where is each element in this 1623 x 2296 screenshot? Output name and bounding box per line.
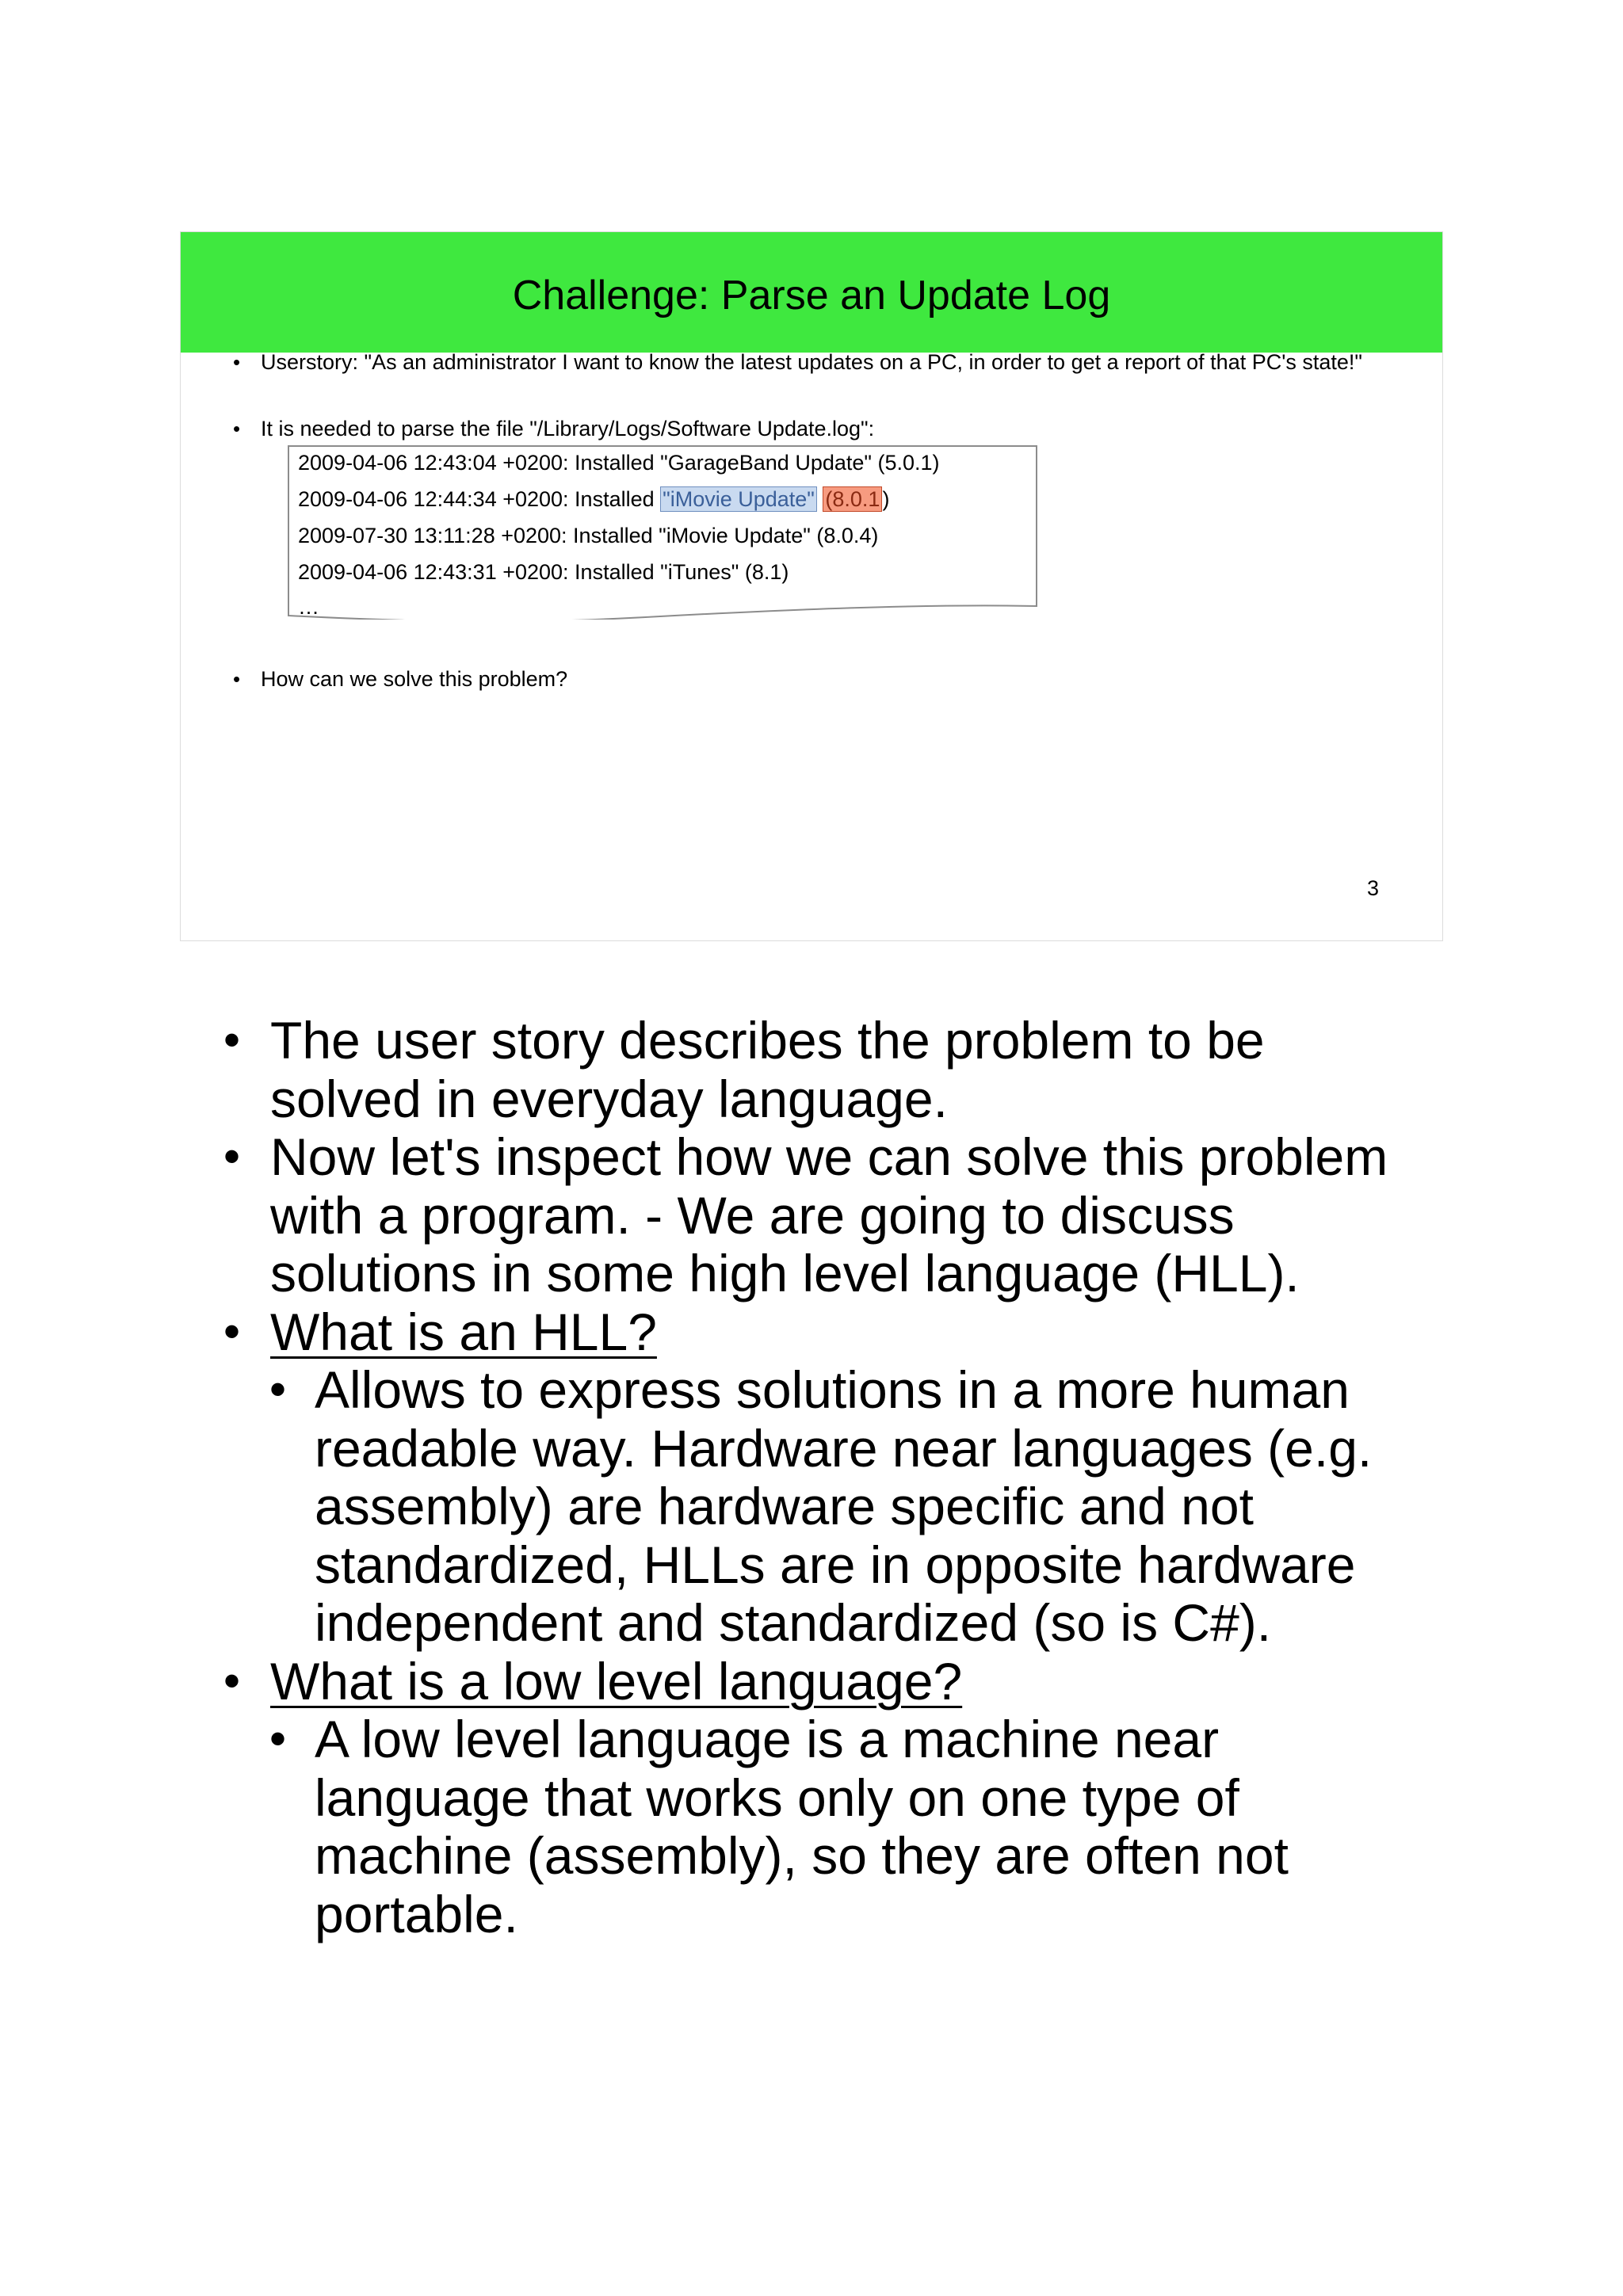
note-line: Now let's inspect how we can solve this problem <box>270 1127 1388 1186</box>
note-line: assembly) are hardware specific and not <box>315 1477 1254 1535</box>
bullet-dot: • <box>269 1363 287 1416</box>
note-line: standardized, HLLs are in opposite hardware <box>315 1535 1356 1594</box>
note-line: independent and standardized (so is C#). <box>315 1593 1272 1652</box>
log-line-3: 2009-07-30 13:11:28 +0200: Installed "iMovie Update" (8.0.4) <box>298 524 879 547</box>
note-line: solutions in some high level language (HLL). <box>270 1244 1300 1302</box>
log-ellipsis: … <box>298 595 319 619</box>
slide-thumbnail <box>180 231 1443 941</box>
bullet-dot: • <box>223 1130 241 1183</box>
bullet-dot: • <box>269 1712 287 1765</box>
bullet-dot: • <box>233 417 241 441</box>
slide-title: Challenge: Parse an Update Log <box>512 273 1111 318</box>
note-line: readable way. Hardware near languages (e.g. <box>315 1419 1373 1478</box>
low-level-heading: What is a low level language? <box>270 1652 963 1711</box>
bullet-dot: • <box>223 1654 241 1707</box>
note-line: Allows to express solutions in a more human <box>315 1360 1350 1419</box>
userstory-bullet: Userstory: "As an administrator I want to know the latest updates on a PC, in order to get a report of that PC's state!" <box>261 350 1362 374</box>
note-line: A low level language is a machine near <box>315 1710 1220 1768</box>
log-line-1: 2009-04-06 12:43:04 +0200: Installed "GarageBand Update" (5.0.1) <box>298 451 940 475</box>
bullet-dot: • <box>233 350 241 374</box>
hll-heading: What is an HLL? <box>270 1302 657 1361</box>
bullet-dot: • <box>223 1305 241 1358</box>
note-line: with a program. - We are going to discuss <box>270 1186 1235 1245</box>
note-line: portable. <box>315 1885 518 1943</box>
log-line-2-prefix: 2009-04-06 12:44:34 +0200: Installed <box>298 487 661 511</box>
log-line-2-suffix: ) <box>882 487 890 511</box>
parse-file-bullet: It is needed to parse the file "/Library/Logs/Software Update.log": <box>261 417 875 441</box>
slide-header <box>181 232 1442 353</box>
log-line-2 <box>298 486 889 513</box>
bullet-dot: • <box>223 1013 241 1066</box>
bullet-dot: • <box>233 667 241 691</box>
log-line-4: 2009-04-06 12:43:31 +0200: Installed "iTunes" (8.1) <box>298 560 789 584</box>
question-bullet: How can we solve this problem? <box>261 667 568 691</box>
log-excerpt-box <box>288 445 1037 620</box>
note-line: The user story describes the problem to be <box>270 1011 1265 1070</box>
note-line: machine (assembly), so they are often not <box>315 1826 1289 1885</box>
note-line: language that works only on one type of <box>315 1768 1239 1827</box>
note-line: solved in everyday language. <box>270 1070 948 1128</box>
highlighted-package-name: "iMovie Update" <box>660 486 817 512</box>
highlighted-version: (8.0.1 <box>823 486 882 512</box>
slide-page-number: 3 <box>1366 876 1379 900</box>
